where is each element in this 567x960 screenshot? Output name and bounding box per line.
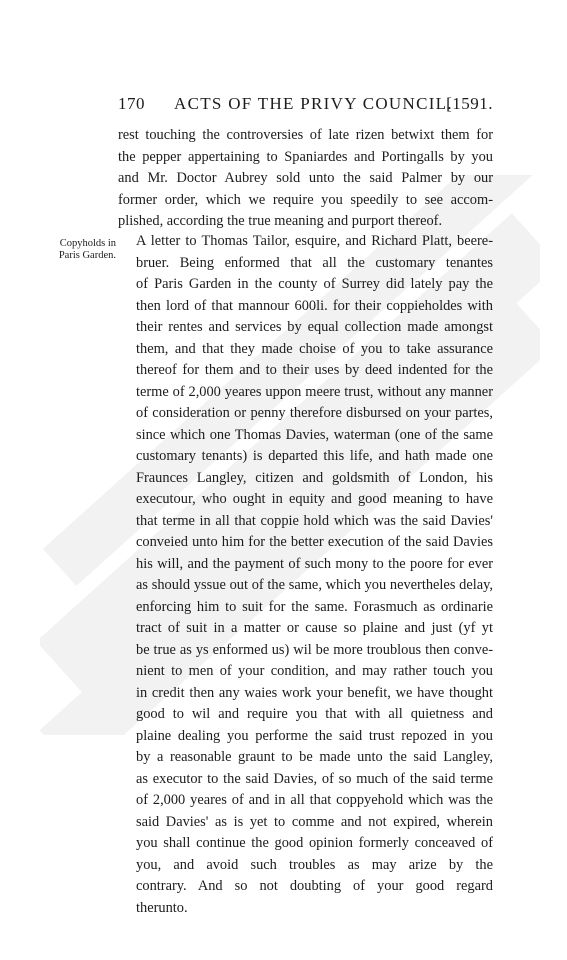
text-line: that terme in all that coppie hold which was the said Davies' bbox=[136, 512, 493, 529]
text-line: his will, and the payment of such mony to the poore for ever bbox=[136, 555, 493, 572]
running-title: ACTS OF THE PRIVY COUNCIL. bbox=[174, 94, 453, 113]
text-line: bruer. Being enformed that all the customary tenantes bbox=[136, 254, 493, 271]
marginal-note bbox=[36, 238, 116, 261]
text-line: in credit then any waies work your benefit, we have thought bbox=[136, 684, 493, 701]
text-line: A letter to Thomas Tailor, esquire, and Richard Platt, beere- bbox=[136, 233, 493, 249]
text-line: their rentes and services by equal collection made amongst bbox=[136, 319, 493, 335]
text-line: Fraunces Langley, citizen and goldsmith of London, his bbox=[136, 469, 493, 486]
text-line: you shall continue the good opinion formerly conceaved of bbox=[136, 835, 493, 851]
text-line: said Davies' as is yet to comme and not expired, wherein bbox=[136, 813, 493, 830]
text-line: as should yssue out of the same, which you nevertheles delay, bbox=[136, 577, 493, 593]
text-line: therunto. bbox=[136, 899, 188, 916]
text-line: tract of suit in a matter or cause so plaine and just (yf yt bbox=[136, 620, 493, 636]
text-line: contrary. And so not doubting of your good regard bbox=[136, 878, 493, 894]
page-number: 170 bbox=[118, 94, 145, 113]
text-line: former order, which we require you speedily to see accom- bbox=[118, 191, 493, 208]
text-line: customary tenants) is departed this life, and hath made one bbox=[136, 448, 493, 464]
text-line: them, and that they made choise of you to take assurance bbox=[136, 340, 493, 357]
text-line: plaine dealing you performe the said trust repozed in you bbox=[136, 727, 493, 744]
text-line: since which one Thomas Davies, waterman (one of the same bbox=[136, 426, 493, 443]
text-line: thereof for them and to their uses by deed indented for the bbox=[136, 362, 493, 378]
page-header bbox=[118, 94, 493, 116]
text-line: the pepper appertaining to Spaniardes and Portingalls by you bbox=[118, 148, 493, 165]
marginal-note-line: Copyholds in bbox=[59, 238, 116, 249]
text-line: then lord of that mannour 600li. for their coppieholdes with bbox=[136, 297, 493, 314]
text-line: conveied unto him for the better execution of the said Davies bbox=[136, 534, 493, 550]
text-line: by a reasonable graunt to be made unto the said Langley, bbox=[136, 749, 493, 765]
text-line: good to wil and require you that with all quietness and bbox=[136, 706, 493, 722]
text-line: you, and avoid such troubles as may arize by the bbox=[136, 856, 493, 873]
text-line: rest touching the controversies of late rizen betwixt them for bbox=[118, 127, 493, 143]
text-line: executour, who ought in equity and good meaning to have bbox=[136, 491, 493, 507]
text-line: plished, according the true meaning and purport thereof. bbox=[118, 213, 443, 229]
text-line: and Mr. Doctor Aubrey sold unto the said Palmer by our bbox=[118, 170, 493, 186]
marginal-note-line: Paris Garden. bbox=[58, 249, 116, 261]
text-line: terme of 2,000 yeares uppon meere trust, without any manner bbox=[136, 383, 493, 400]
paragraph-letter bbox=[118, 231, 493, 919]
text-line: of 2,000 yeares of and in all that coppyehold which was the bbox=[136, 792, 493, 808]
paragraph-continuation bbox=[118, 125, 493, 233]
year-marker: [1591. bbox=[446, 94, 493, 113]
text-line: nient to men of your condition, and may rather touch you bbox=[136, 663, 493, 679]
text-line: enforcing him to suit for the same. Forasmuch as ordinarie bbox=[136, 598, 493, 615]
text-line: be true as ys enformed us) wil be more troublous then conve- bbox=[136, 641, 493, 658]
text-line: as executor to the said Davies, of so much of the said terme bbox=[136, 770, 493, 787]
text-line: of consideration or penny therefore disbursed on your partes, bbox=[136, 405, 493, 421]
text-line: of Paris Garden in the county of Surrey did lately pay the bbox=[136, 276, 493, 292]
